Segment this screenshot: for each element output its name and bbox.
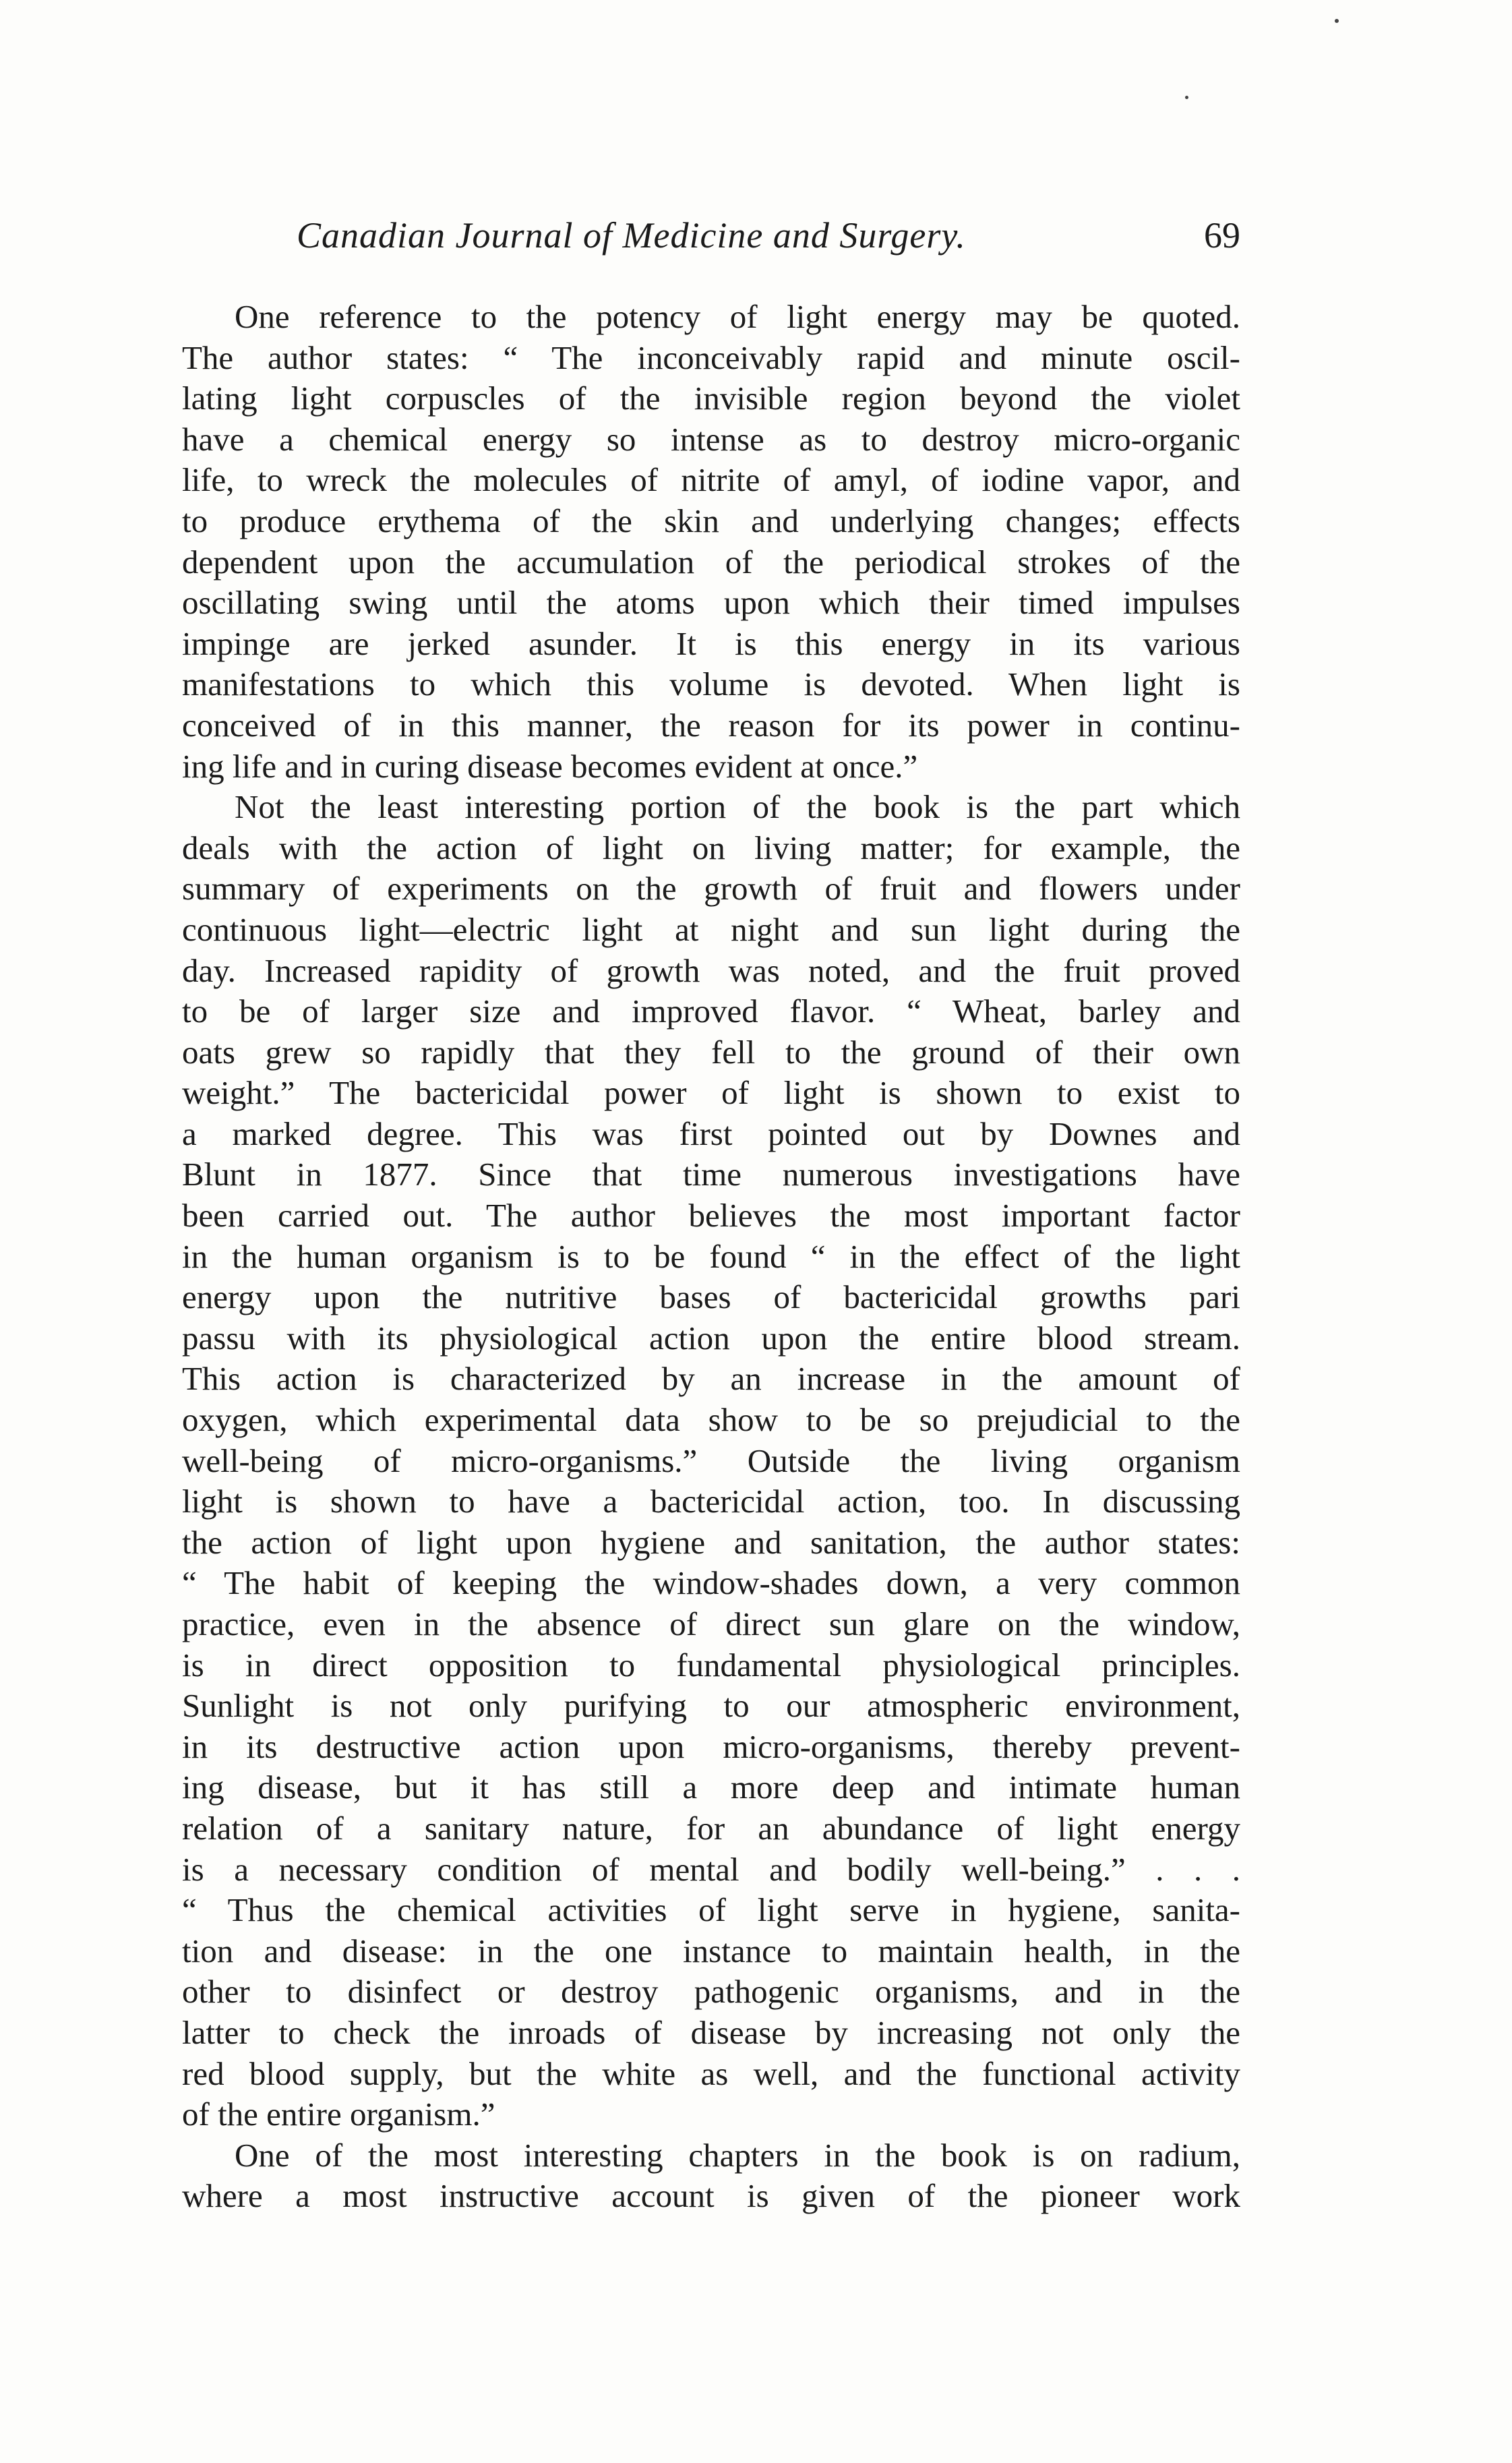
paragraph-1	[182, 297, 1240, 787]
text-line: in the human organism is to be found “ in the effect of the light	[182, 1237, 1240, 1275]
text-line: tion and disease: in the one instance to maintain health, in the	[182, 1932, 1240, 1969]
page-number: 69	[1204, 215, 1240, 256]
scan-speck	[1185, 96, 1188, 99]
text-line: The author states: “ The inconceivably rapid and minute oscil-	[182, 338, 1240, 376]
body-text	[182, 297, 1240, 2217]
text-line: where a most instructive account is given of the pioneer work	[182, 2177, 1240, 2215]
text-line: of the entire organism.”	[182, 2096, 495, 2133]
text-line: One reference to the potency of light energy may be quoted.	[235, 298, 1240, 335]
text-line: oscillating swing until the atoms upon which their timed impulses	[182, 584, 1240, 622]
text-line: light is shown to have a bactericidal action, too. In discussing	[182, 1483, 1240, 1520]
text-line: is in direct opposition to fundamental physiological principles.	[182, 1646, 1240, 1684]
text-line: a marked degree. This was first pointed out by Downes and	[182, 1115, 1240, 1152]
text-line: energy upon the nutritive bases of bactericidal growths pari	[182, 1278, 1240, 1316]
text-line: the action of light upon hygiene and sanitation, the author states:	[182, 1523, 1240, 1561]
text-line: continuous light—electric light at night and sun light during the	[182, 910, 1240, 948]
text-line: Sunlight is not only purifying to our atmospheric environment,	[182, 1687, 1240, 1725]
text-line: lating light corpuscles of the invisible region beyond the violet	[182, 380, 1240, 417]
text-line: oats grew so rapidly that they fell to the ground of their own	[182, 1033, 1240, 1071]
text-line: to produce erythema of the skin and underlying changes; effects	[182, 502, 1240, 539]
text-line: manifestations to which this volume is devoted. When light is	[182, 665, 1240, 703]
paragraph-3	[182, 2135, 1240, 2217]
text-line: ing life and in curing disease becomes evident at once.”	[182, 747, 918, 785]
text-line: relation of a sanitary nature, for an abundance of light energy	[182, 1809, 1240, 1847]
text-line: life, to wreck the molecules of nitrite of amyl, of iodine vapor, and	[182, 461, 1240, 499]
text-line: conceived of in this manner, the reason for its power in continu-	[182, 706, 1240, 744]
text-line: well-being of micro-organisms.” Outside the living organism	[182, 1442, 1240, 1479]
text-line: One of the most interesting chapters in the book is on radium,	[235, 2136, 1240, 2174]
text-line: have a chemical energy so intense as to destroy micro-organic	[182, 420, 1240, 458]
text-line: weight.” The bactericidal power of light is shown to exist to	[182, 1074, 1240, 1112]
text-line: latter to check the inroads of disease by increasing not only the	[182, 2013, 1240, 2051]
text-line: summary of experiments on the growth of fruit and flowers under	[182, 870, 1240, 908]
text-line: This action is characterized by an increase in the amount of	[182, 1360, 1240, 1398]
running-head	[297, 214, 1240, 268]
journal-title: Canadian Journal of Medicine and Surgery.	[297, 215, 966, 256]
text-line: passu with its physiological action upon the entire blood stream.	[182, 1319, 1240, 1357]
scan-speck	[1335, 19, 1339, 23]
text-line: is a necessary condition of mental and bodily well-being.” . . .	[182, 1850, 1240, 1888]
text-line: in its destructive action upon micro-organisms, thereby prevent-	[182, 1727, 1240, 1765]
text-line: ing disease, but it has still a more deep and intimate human	[182, 1769, 1240, 1806]
text-line: Blunt in 1877. Since that time numerous investigations have	[182, 1156, 1240, 1193]
text-line: been carried out. The author believes the most important factor	[182, 1197, 1240, 1235]
text-line: practice, even in the absence of direct sun glare on the window,	[182, 1605, 1240, 1642]
text-line: to be of larger size and improved flavor. “ Wheat, barley and	[182, 992, 1240, 1030]
text-line: other to disinfect or destroy pathogenic organisms, and in the	[182, 1973, 1240, 2011]
text-line: oxygen, which experimental data show to be so prejudicial to the	[182, 1401, 1240, 1439]
text-line: deals with the action of light on living matter; for example, the	[182, 829, 1240, 866]
text-line: dependent upon the accumulation of the periodical strokes of the	[182, 543, 1240, 581]
text-line: “ The habit of keeping the window-shades down, a very common	[182, 1564, 1240, 1602]
paragraph-2	[182, 787, 1240, 2135]
text-line: Not the least interesting portion of the book is the part which	[235, 788, 1240, 826]
text-line: “ Thus the chemical activities of light serve in hygiene, sanita-	[182, 1891, 1240, 1929]
text-line: red blood supply, but the white as well, and the functional activity	[182, 2054, 1240, 2092]
text-line: day. Increased rapidity of growth was noted, and the fruit proved	[182, 951, 1240, 989]
text-line: impinge are jerked asunder. It is this energy in its various	[182, 624, 1240, 662]
